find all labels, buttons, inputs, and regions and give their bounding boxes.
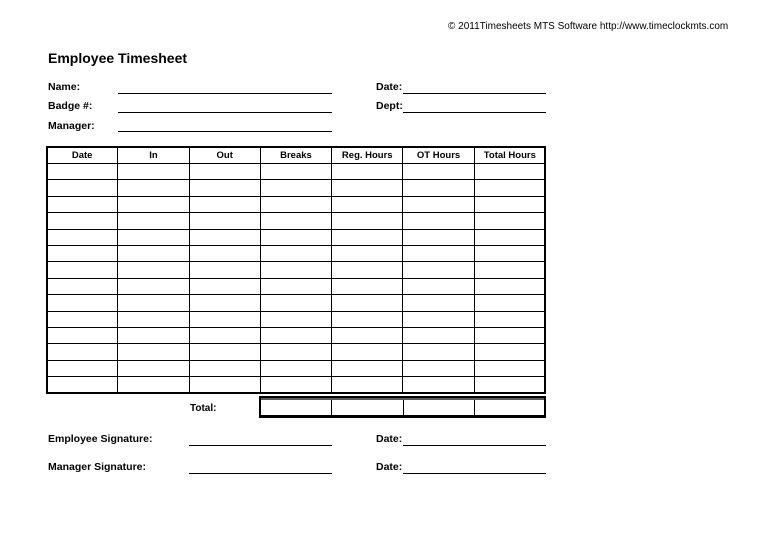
cell-in[interactable] xyxy=(118,180,189,196)
cell-breaks[interactable] xyxy=(260,196,331,212)
column-header-date: Date xyxy=(47,147,118,164)
cell-in[interactable] xyxy=(118,262,189,278)
cell-reg-hours[interactable] xyxy=(332,213,403,229)
cell-breaks[interactable] xyxy=(260,295,331,311)
cell-breaks[interactable] xyxy=(260,245,331,261)
cell-reg-hours[interactable] xyxy=(332,278,403,294)
table-row xyxy=(47,360,546,376)
cell-total-hours[interactable] xyxy=(474,295,545,311)
cell-date[interactable] xyxy=(47,213,118,229)
cell-ot-hours[interactable] xyxy=(403,229,474,245)
date-label: Date: xyxy=(376,81,403,93)
cell-reg-hours[interactable] xyxy=(332,245,403,261)
cell-reg-hours[interactable] xyxy=(332,344,403,360)
table-row xyxy=(47,262,546,278)
employee-signature-date-label: Date: xyxy=(376,433,403,445)
cell-in[interactable] xyxy=(118,229,189,245)
cell-total-hours[interactable] xyxy=(474,311,545,327)
badge-label: Badge #: xyxy=(48,100,93,112)
copyright-notice: © 2011Timesheets MTS Software http://www.timeclockmts.com xyxy=(448,21,729,32)
cell-out[interactable] xyxy=(189,295,260,311)
table-row xyxy=(47,311,546,327)
cell-breaks[interactable] xyxy=(260,180,331,196)
cell-reg-hours[interactable] xyxy=(332,164,403,180)
cell-reg-hours[interactable] xyxy=(332,196,403,212)
cell-in[interactable] xyxy=(118,245,189,261)
cell-ot-hours[interactable] xyxy=(403,344,474,360)
column-header-total-hours: Total Hours xyxy=(474,147,545,164)
cell-out[interactable] xyxy=(189,278,260,294)
cell-breaks[interactable] xyxy=(260,262,331,278)
cell-total-hours[interactable] xyxy=(474,327,545,343)
cell-reg-hours[interactable] xyxy=(332,377,403,394)
cell-reg-hours[interactable] xyxy=(332,295,403,311)
name-label: Name: xyxy=(48,81,81,93)
column-header-in: In xyxy=(118,147,189,164)
cell-date[interactable] xyxy=(47,180,118,196)
totals-divider-bar xyxy=(260,396,546,400)
cell-date[interactable] xyxy=(47,311,118,327)
cell-breaks[interactable] xyxy=(260,213,331,229)
total-total-hours-cell[interactable] xyxy=(474,398,545,416)
cell-out[interactable] xyxy=(189,164,260,180)
cell-in[interactable] xyxy=(118,344,189,360)
table-header-row xyxy=(47,147,546,164)
cell-date[interactable] xyxy=(47,196,118,212)
badge-field[interactable] xyxy=(118,112,332,113)
cell-reg-hours[interactable] xyxy=(332,229,403,245)
cell-breaks[interactable] xyxy=(260,278,331,294)
cell-total-hours[interactable] xyxy=(474,344,545,360)
cell-ot-hours[interactable] xyxy=(403,262,474,278)
cell-in[interactable] xyxy=(118,327,189,343)
table-row xyxy=(47,327,546,343)
total-ot-hours-cell[interactable] xyxy=(403,398,474,416)
cell-in[interactable] xyxy=(118,213,189,229)
cell-breaks[interactable] xyxy=(260,327,331,343)
cell-ot-hours[interactable] xyxy=(403,295,474,311)
cell-in[interactable] xyxy=(118,311,189,327)
cell-date[interactable] xyxy=(47,164,118,180)
table-row xyxy=(47,295,546,311)
cell-breaks[interactable] xyxy=(260,164,331,180)
cell-date[interactable] xyxy=(47,262,118,278)
employee-signature-date-field[interactable] xyxy=(403,445,546,446)
manager-field[interactable] xyxy=(118,131,332,132)
table-row xyxy=(47,164,546,180)
cell-reg-hours[interactable] xyxy=(332,311,403,327)
total-label: Total: xyxy=(190,403,217,414)
cell-out[interactable] xyxy=(189,344,260,360)
cell-reg-hours[interactable] xyxy=(332,327,403,343)
column-header-reg-hours: Reg. Hours xyxy=(332,147,403,164)
cell-in[interactable] xyxy=(118,377,189,394)
cell-ot-hours[interactable] xyxy=(403,278,474,294)
manager-label: Manager: xyxy=(48,120,95,132)
table-row xyxy=(47,344,546,360)
table-row xyxy=(47,229,546,245)
total-breaks-cell[interactable] xyxy=(261,398,332,416)
table-row xyxy=(47,245,546,261)
total-reg-hours-cell[interactable] xyxy=(332,398,403,416)
timesheet-table xyxy=(46,146,546,394)
cell-total-hours[interactable] xyxy=(474,360,545,376)
cell-breaks[interactable] xyxy=(260,377,331,394)
employee-signature-label: Employee Signature: xyxy=(48,433,153,445)
cell-date[interactable] xyxy=(47,344,118,360)
cell-ot-hours[interactable] xyxy=(403,311,474,327)
cell-ot-hours[interactable] xyxy=(403,377,474,394)
cell-ot-hours[interactable] xyxy=(403,164,474,180)
dept-label: Dept: xyxy=(376,100,403,112)
cell-ot-hours[interactable] xyxy=(403,213,474,229)
cell-breaks[interactable] xyxy=(260,360,331,376)
cell-in[interactable] xyxy=(118,278,189,294)
manager-signature-date-label: Date: xyxy=(376,461,403,473)
name-field[interactable] xyxy=(118,93,332,94)
cell-out[interactable] xyxy=(189,327,260,343)
cell-date[interactable] xyxy=(47,377,118,394)
table-row xyxy=(47,278,546,294)
cell-total-hours[interactable] xyxy=(474,164,545,180)
cell-date[interactable] xyxy=(47,327,118,343)
cell-total-hours[interactable] xyxy=(474,196,545,212)
table-row xyxy=(47,196,546,212)
cell-total-hours[interactable] xyxy=(474,278,545,294)
column-header-ot-hours: OT Hours xyxy=(403,147,474,164)
cell-ot-hours[interactable] xyxy=(403,196,474,212)
cell-reg-hours[interactable] xyxy=(332,360,403,376)
cell-total-hours[interactable] xyxy=(474,245,545,261)
cell-out[interactable] xyxy=(189,245,260,261)
cell-total-hours[interactable] xyxy=(474,262,545,278)
cell-out[interactable] xyxy=(189,213,260,229)
cell-total-hours[interactable] xyxy=(474,180,545,196)
date-field[interactable] xyxy=(403,93,546,94)
cell-ot-hours[interactable] xyxy=(403,180,474,196)
cell-date[interactable] xyxy=(47,360,118,376)
cell-breaks[interactable] xyxy=(260,311,331,327)
page-title: Employee Timesheet xyxy=(48,50,188,66)
cell-breaks[interactable] xyxy=(260,229,331,245)
cell-date[interactable] xyxy=(47,278,118,294)
timesheet-body xyxy=(47,164,546,394)
cell-out[interactable] xyxy=(189,262,260,278)
cell-total-hours[interactable] xyxy=(474,213,545,229)
table-row xyxy=(47,180,546,196)
cell-out[interactable] xyxy=(189,229,260,245)
cell-breaks[interactable] xyxy=(260,344,331,360)
manager-signature-label: Manager Signature: xyxy=(48,461,147,473)
table-row xyxy=(47,213,546,229)
cell-date[interactable] xyxy=(47,295,118,311)
dept-field[interactable] xyxy=(403,112,546,113)
cell-out[interactable] xyxy=(189,311,260,327)
cell-out[interactable] xyxy=(189,360,260,376)
cell-reg-hours[interactable] xyxy=(332,180,403,196)
cell-in[interactable] xyxy=(118,164,189,180)
cell-date[interactable] xyxy=(47,245,118,261)
column-header-breaks: Breaks xyxy=(260,147,331,164)
table-row xyxy=(47,377,546,394)
manager-signature-field[interactable] xyxy=(189,473,332,474)
cell-in[interactable] xyxy=(118,196,189,212)
cell-in[interactable] xyxy=(118,360,189,376)
cell-out[interactable] xyxy=(189,377,260,394)
cell-reg-hours[interactable] xyxy=(332,262,403,278)
cell-ot-hours[interactable] xyxy=(403,245,474,261)
column-header-out: Out xyxy=(189,147,260,164)
cell-total-hours[interactable] xyxy=(474,377,545,394)
employee-signature-field[interactable] xyxy=(189,445,332,446)
cell-total-hours[interactable] xyxy=(474,229,545,245)
cell-ot-hours[interactable] xyxy=(403,360,474,376)
cell-in[interactable] xyxy=(118,295,189,311)
cell-out[interactable] xyxy=(189,196,260,212)
cell-out[interactable] xyxy=(189,180,260,196)
cell-date[interactable] xyxy=(47,229,118,245)
cell-ot-hours[interactable] xyxy=(403,327,474,343)
manager-signature-date-field[interactable] xyxy=(403,473,546,474)
